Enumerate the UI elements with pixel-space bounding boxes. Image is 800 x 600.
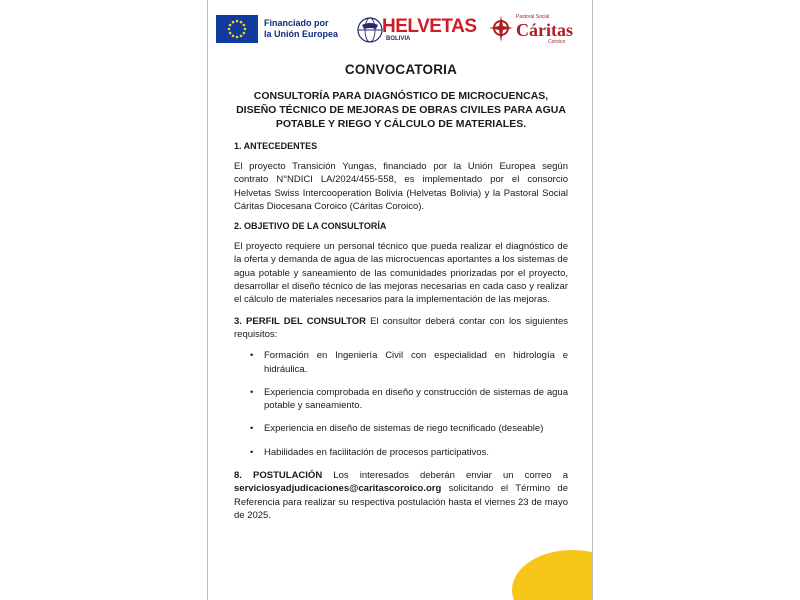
globe-icon bbox=[356, 16, 384, 44]
bullet-icon: • bbox=[250, 350, 254, 362]
section-perfil bbox=[234, 315, 568, 342]
postulacion-text-2: solicitando el Término de Referencia para realizar su respectiva postulación hasta el viernes 23 de mayo de 2025. bbox=[234, 483, 568, 521]
document-body bbox=[234, 62, 568, 530]
list-item bbox=[250, 422, 568, 435]
section-heading-perfil: 3. PERFIL DEL CONSULTOR bbox=[234, 315, 366, 327]
section-heading-antecedentes: 1. ANTECEDENTES bbox=[234, 141, 318, 151]
requirement-text: Experiencia en diseño de sistemas de riego tecnificado (deseable) bbox=[264, 423, 544, 435]
caritas-tagline: Pastoral Social bbox=[516, 14, 550, 20]
caritas-location: Coroico bbox=[548, 39, 566, 45]
document-subtitle: CONSULTORÍA PARA DIAGNÓSTICO DE MICROCUENCAS, DISEÑO TÉCNICO DE MEJORAS DE OBRAS CIVILES PARA AGUA POTABLE Y RIEGO Y CÁLCULO DE MATERIALES. bbox=[236, 90, 566, 130]
eu-caption bbox=[264, 18, 338, 40]
eu-caption-line2: la Unión Europea bbox=[264, 29, 339, 39]
eu-logo bbox=[216, 15, 356, 43]
eu-caption-line1: Financiado por bbox=[264, 18, 329, 28]
list-item bbox=[250, 386, 568, 413]
section-heading-objetivo: 2. OBJETIVO DE LA CONSULTORÍA bbox=[234, 221, 387, 232]
caritas-name: Cáritas bbox=[516, 20, 573, 40]
cross-flame-icon bbox=[486, 14, 516, 46]
helvetas-logo bbox=[356, 14, 478, 46]
section-heading-postulacion: 8. POSTULACIÓN bbox=[234, 470, 323, 482]
requirement-text: Experiencia comprobada en diseño y construcción de sistemas de agua potable y saneamiento. bbox=[264, 386, 568, 412]
requirement-text: Formación en Ingeniería Civil con especialidad en hidrología e hidráulica. bbox=[264, 350, 568, 375]
bullet-icon: • bbox=[250, 386, 254, 398]
list-item bbox=[250, 446, 568, 459]
helvetas-country: BOLIVIA bbox=[386, 36, 411, 42]
eu-flag-icon bbox=[216, 15, 258, 43]
document-frame bbox=[207, 0, 593, 600]
section-intro-perfil: El consultor deberá contar con los siguientes requisitos: bbox=[234, 315, 568, 340]
postulacion-text-1: Los interesados deberán enviar un correo a bbox=[322, 470, 568, 482]
section-postulacion bbox=[234, 469, 568, 522]
list-item bbox=[250, 349, 568, 376]
section-body-objetivo: El proyecto requiere un personal técnico que pueda realizar el diagnóstico de la oferta y demanda de agua de las microcuencas aportantes a los sistemas de agua potable y saneamiento de las comunidades priorizadas por el proyecto, desarrollar el diseño técnico de las mejoras necesarias en cada caso y realizar el cálculo de materiales necesarios para la implementación de las mejoras. bbox=[234, 241, 568, 306]
contact-email-link[interactable]: serviciosyadjudicaciones@caritascoroico.org bbox=[234, 483, 442, 495]
bullet-icon: • bbox=[250, 446, 254, 458]
helvetas-name: HELVETAS bbox=[382, 16, 477, 37]
page-title: CONVOCATORIA bbox=[344, 62, 458, 77]
section-body-antecedentes: El proyecto Transición Yungas, financiado por la Unión Europea según contrato N°NDICI LA/2024/455-558, es implementado por el consorcio Helvetas Swiss Intercooperation Bolivia (Helvetas Bolivia) y la Pastoral Social Cáritas Diocesana Coroico (Cáritas Coroico). bbox=[234, 161, 568, 212]
requirement-text: Habilidades en facilitación de procesos participativos. bbox=[264, 446, 489, 458]
bullet-icon: • bbox=[250, 423, 254, 435]
decorative-yellow-swoosh bbox=[512, 550, 593, 600]
requirements-list bbox=[234, 349, 568, 459]
caritas-logo bbox=[486, 14, 586, 46]
logo-bar bbox=[208, 12, 593, 46]
